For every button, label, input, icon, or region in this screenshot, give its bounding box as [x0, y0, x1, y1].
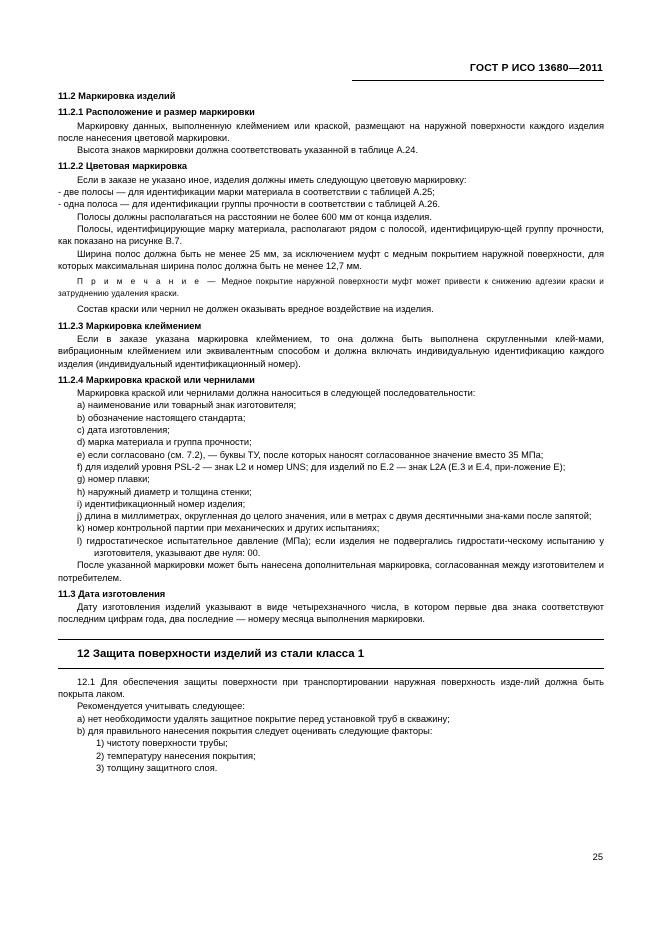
list-item: h) наружный диаметр и толщина стенки; — [77, 486, 252, 497]
document-body — [58, 90, 604, 774]
paragraph: Маркировку данных, выполненную клеймением или краской, размещают на наружной поверхности каждого изделия после нанесения цветовой маркировки. — [58, 120, 604, 143]
heading-11-2-3: 11.2.3 Маркировка клеймением — [58, 320, 202, 331]
list-item: d) марка материала и группа прочности; — [77, 437, 252, 448]
paragraph: 12.1 Для обеспечения защиты поверхности при транспортировании наружная поверхность изде-лий должна быть покрыта лаком. — [58, 676, 604, 700]
heading-11-2: 11.2 Маркировка изделий — [58, 91, 176, 101]
page-number: 25 — [592, 852, 603, 862]
page-header: ГОСТ Р ИСО 13680—2011 — [469, 62, 603, 74]
list-item: b) для правильного нанесения покрытия следует оценивать следующие факторы: — [77, 725, 433, 736]
list-item: e) если согласовано (см. 7.2), — буквы ТУ, после которых наносят согласованное значение вместо 35 МПа; — [77, 449, 544, 460]
list-item: f) для изделий уровня PSL-2 — знак L2 и номер UNS; для изделий по Е.2 — знак L2A (Е.3 и Е.4, при-ложение Е); — [77, 461, 566, 472]
list-subitem: 3) толщину защитного слоя. — [96, 762, 218, 773]
paragraph: Высота знаков маркировки должна соответствовать указанной в таблице А.24. — [77, 145, 419, 156]
heading-section-12: 12 Защита поверхности изделий из стали класса 1 — [77, 647, 365, 660]
paragraph: Состав краски или чернил не должен оказывать вредное воздействие на изделия. — [77, 304, 434, 315]
paragraph: Полосы должны располагаться на расстоянии не более 600 мм от конца изделия. — [77, 211, 432, 222]
paragraph: Маркировка краской или чернилами должна наноситься в следующей последовательности: — [77, 388, 476, 399]
list-subitem: 2) температуру нанесения покрытия; — [96, 750, 256, 761]
paragraph: После указанной маркировки может быть нанесена дополнительная маркировка, согласованная между изготовителем и потребителем. — [58, 560, 604, 583]
list-dash-item: - одна полоса — для идентификации группы прочности в соответствии с таблицей А.26. — [58, 199, 441, 210]
heading-11-2-2: 11.2.2 Цветовая маркировка — [58, 161, 188, 172]
paragraph: Если в заказе не указано иное, изделия должны иметь следующую цветовую маркировку: — [77, 174, 467, 185]
list-subitem: 1) чистоту поверхности трубы; — [96, 738, 228, 749]
heading-11-3: 11.3 Дата изготовления — [58, 588, 166, 599]
list-item: a) нет необходимости удалять защитное покрытие перед установкой труб в скважину; — [77, 713, 450, 724]
paragraph: Полосы, идентифицирующие марку материала, располагают рядом с полосой, идентифицирую-щей группу прочности, как показано на рисунке В.7. — [58, 223, 604, 247]
list-item: l) гидростатическое испытательное давление (МПа); если изделия не подвергались гидростати-ческому испытанию у изготовителя, указывают две нуля: 00. — [77, 535, 604, 558]
note-block — [58, 276, 604, 299]
list-dash-item: - две полосы — для идентификации марки материала в соответствии с таблицей А.25; — [58, 187, 435, 198]
heading-11-2-4: 11.2.4 Маркировка краской или чернилами — [58, 374, 255, 385]
note-label: П р и м е ч а н и е — — [77, 277, 218, 287]
list-item: g) номер плавки; — [77, 474, 150, 485]
list-item: a) наименование или товарный знак изготовителя; — [77, 400, 297, 411]
list-item: i) идентификационный номер изделия; — [77, 498, 246, 509]
list-item: j) длина в миллиметрах, округленная до целого значения, или в метрах с двумя десятичными зна-ками после запятой; — [77, 511, 592, 522]
paragraph: Рекомендуется учитывать следующее: — [77, 701, 245, 712]
paragraph: Дату изготовления изделий указывают в виде четырехзначного числа, в котором первые два знака соответствуют последним цифрам года, два последние — номеру месяца выполнения маркировки. — [58, 602, 604, 625]
note-text: Медное покрытие наружной поверхности муфт может привести к снижению адгезии краски и затруднению удаления краски. — [58, 277, 604, 298]
list-item: b) обозначение настоящего стандарта; — [77, 412, 246, 423]
heading-11-2-1: 11.2.1 Расположение и размер маркировки — [58, 107, 255, 118]
header-divider — [352, 80, 604, 81]
section-heading-box — [58, 639, 604, 669]
list-item: c) дата изготовления; — [77, 425, 170, 436]
list-item: k) номер контрольной партии при механических и других испытаниях; — [77, 523, 380, 534]
paragraph: Ширина полос должна быть не менее 25 мм, за исключением муфт с медным покрытием наружной поверхности, для которых максимальная ширина полос должна быть не менее 12,7 мм. — [58, 248, 604, 271]
paragraph: Если в заказе указана маркировка клеймением, то она должна быть выполнена скругленными клей-мами, вибрационным клеймением или эквивалентным способом и должна включать индивидуальную идентификацию каждого изделия (индивидуальный идентификационный номер). — [58, 333, 604, 369]
